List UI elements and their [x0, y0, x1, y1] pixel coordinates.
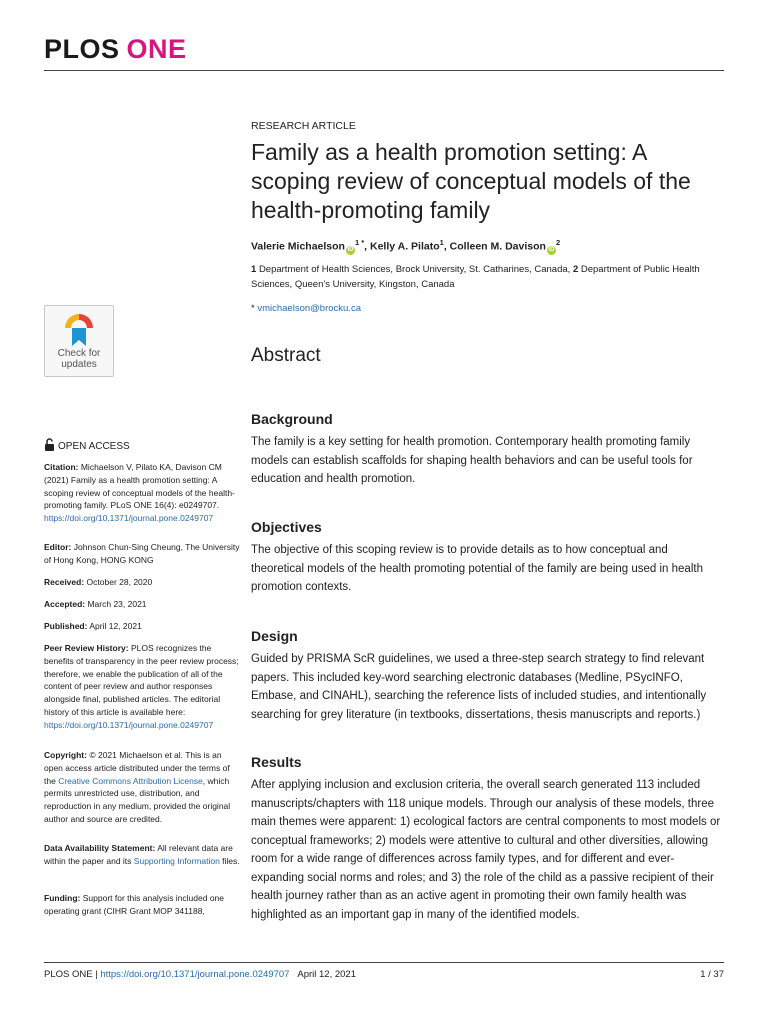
results-text: After applying inclusion and exclusion criteria, the overall search generated 113 included manuscripts/chapters with 118 unique models. Through our analysis of these models, three main themes were apparent: 1) ecological factors are central components to most models or conceptual frameworks; 2) models were attentive to cultural and other diversities, allowing room for a wide range of differences across family types, and for different and ever-expanding social norms and roles; and 3) the role of the child as a passive recipient of their health journey rather than as an active agent in promoting their own family health was highlighted as an important gap in many of the identified models. — [251, 779, 721, 921]
corresponding-author: * vmichaelson@brocku.ca — [251, 303, 361, 314]
check-for-updates-label: Check for updates — [57, 348, 101, 370]
citation-block: Citation: Michaelson V, Pilato KA, Davison CM (2021) Family as a health promotion setting: A scoping review of conceptual models of the health-promoting family. PLoS ONE 16(4): e0249707. https://doi.org/10.1371/journal.pone.0249707 — [44, 462, 235, 524]
author-name[interactable]: Colleen M. Davison — [449, 240, 546, 253]
author-affiliation-mark: 1 * — [354, 238, 365, 247]
logo-one-text: ONE — [126, 34, 187, 64]
peer-review-link[interactable]: https://doi.org/10.1371/journal.pone.0249707 — [44, 719, 214, 730]
objectives-text: The objective of this scoping review is to provide details as to how conceptual and theoretical models of the health promoting potential of the family are being used in health promotion contexts. — [251, 544, 703, 593]
design-text: Guided by PRISMA ScR guidelines, we used a three-step search strategy to find relevant papers. This included key-word searching electronic databases (Medline, PSycINFO, Embase, and CINAHL), searching the reference lists of included studies, and intentionally searching for grey literature (in textbooks, dissertations, thesis manuscripts and reports.) — [251, 653, 707, 721]
editor-block: Editor: Johnson Chun-Sing Cheung, The University of Hong Kong, HONG KONG — [44, 542, 240, 565]
footer-journal: PLOS ONE | — [44, 969, 98, 980]
open-lock-icon — [44, 438, 55, 451]
header-rule — [44, 70, 724, 71]
data-availability-block: Data Availability Statement: All relevant data are within the paper and its Supporting Information files. — [44, 843, 240, 866]
footer-rule — [44, 962, 724, 963]
author-affiliation-mark: 2 — [555, 238, 561, 247]
orcid-icon[interactable]: iD — [347, 246, 354, 253]
author-affiliation-mark: 1 — [439, 238, 444, 247]
received-date: Received: October 28, 2020 — [44, 577, 153, 587]
objectives-heading: Objectives — [251, 519, 322, 535]
page-footer — [44, 969, 724, 980]
crossmark-icon — [61, 311, 97, 349]
page-number: 1 / 37 — [700, 969, 724, 980]
journal-logo[interactable] — [44, 34, 187, 65]
author-list: Valerie Michaelson $iD^{1 *}$, Kelly A. Pilato$^1$, Colleen M. Davison $iD^2$ — [251, 238, 561, 253]
orcid-icon[interactable]: iD — [548, 246, 555, 253]
check-for-updates-badge[interactable] — [44, 305, 114, 377]
article-type-label: RESEARCH ARTICLE — [251, 120, 356, 132]
accepted-date: Accepted: March 23, 2021 — [44, 599, 147, 609]
open-access-label: OPEN ACCESS — [44, 438, 130, 452]
article-title: Family as a health promotion setting: A scoping review of conceptual models of the health-promoting family — [251, 139, 691, 223]
author-name[interactable]: Kelly A. Pilato — [370, 240, 440, 253]
affiliations: 1 Department of Health Sciences, Brock University, St. Catharines, Canada, 2 Department of Public Health Sciences, Queen’s University, Kingston, Canada — [251, 264, 700, 290]
design-heading: Design — [251, 628, 298, 644]
corresponding-email-link[interactable]: vmichaelson@brocku.ca — [257, 303, 361, 314]
results-heading: Results — [251, 754, 302, 770]
background-heading: Background — [251, 411, 333, 427]
citation-doi-link[interactable]: https://doi.org/10.1371/journal.pone.0249707 — [44, 513, 214, 524]
footer-doi-link[interactable]: https://doi.org/10.1371/journal.pone.0249707 — [100, 969, 290, 980]
background-text: The family is a key setting for health promotion. Contemporary health promoting family models can establish scaffolds for shaping health behaviors and can be useful tools for education and health promotion. — [251, 436, 693, 485]
license-link[interactable]: Creative Commons Attribution License — [58, 775, 203, 786]
published-date: Published: April 12, 2021 — [44, 621, 142, 631]
affiliation-text: Department of Health Sciences, Brock University, St. Catharines, Canada, — [258, 264, 571, 275]
funding-block: Funding: Support for this analysis included one operating grant (CIHR Grant MOP 341188, — [44, 893, 225, 916]
supporting-information-link[interactable]: Supporting Information — [133, 855, 220, 866]
logo-plos-text: PLOS — [44, 34, 120, 64]
affiliation-text: Department of Public Health Sciences, Queen’s University, Kingston, Canada — [251, 264, 700, 290]
abstract-heading: Abstract — [251, 345, 321, 366]
copyright-block: Copyright: © 2021 Michaelson et al. This is an open access article distributed under the terms of the Creative Commons Attribution License, which permits unrestricted use, distribution, and reproduction in any medium, provided the original author and source are credited. — [44, 750, 231, 824]
footer-date: April 12, 2021 — [297, 969, 356, 980]
peer-review-block: Peer Review History: PLOS recognizes the benefits of transparency in the peer review process; therefore, we enable the publication of all of the content of peer review and author responses alongside final, published articles. The editorial history of this article is available here: https://doi.org/10.1371/journal.pone.0249707 — [44, 643, 239, 730]
author-name[interactable]: Valerie Michaelson — [251, 240, 345, 253]
